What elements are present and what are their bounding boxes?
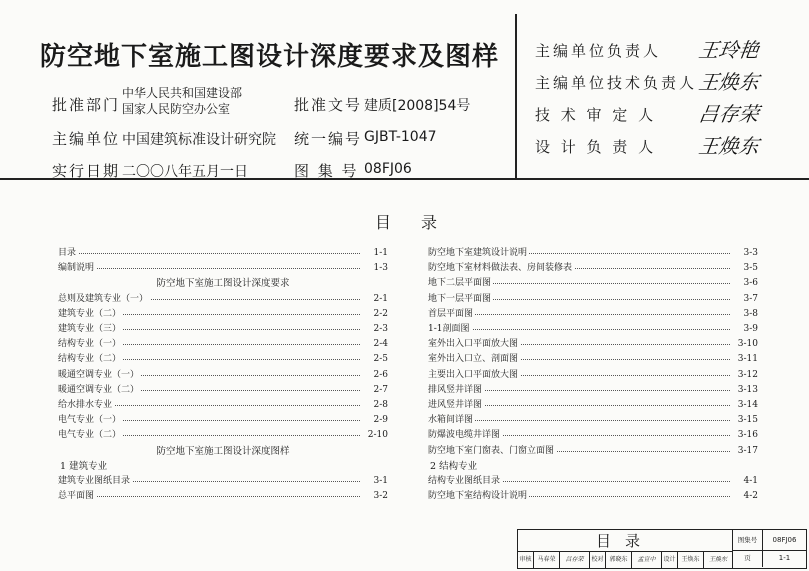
toc-entry-page: 2-5 — [373, 354, 388, 365]
toc-entry — [428, 369, 758, 382]
toc-entry-title: 室外出入口立、剖面图 — [428, 354, 519, 365]
toc-entry-title: 总则及建筑专业（一） — [58, 293, 149, 304]
toc-entry-page: 1-1 — [373, 248, 388, 258]
toc-entry-title: 进风竖井详图 — [428, 400, 483, 410]
section-subhead-samples: 防空地下室施工图设计深度图样 — [156, 445, 290, 457]
effective-date-label: 实行日期 — [52, 162, 121, 180]
toc-entry-page: 2-1 — [373, 293, 388, 304]
dot-leader — [428, 329, 730, 330]
toc-entry-title: 暖通空调专业（一） — [58, 369, 140, 380]
responsibility-block — [519, 14, 809, 180]
toc-entry-title: 电气专业（一） — [58, 415, 122, 426]
design-signature: 王焕东 — [704, 552, 733, 568]
atlas-no-value: 08FJ06 — [364, 161, 412, 177]
toc-entry — [428, 490, 758, 503]
toc-entry — [428, 323, 758, 336]
dot-leader — [58, 253, 360, 254]
toc-entry-title: 室外出入口平面放大图 — [428, 339, 519, 350]
review-label: 审核 — [518, 552, 534, 568]
toc-entry — [58, 369, 388, 382]
toc-entry — [58, 293, 388, 306]
toc-entry-title: 防空地下室门窗表、门窗立面图 — [428, 445, 555, 456]
toc-entry — [428, 445, 758, 458]
section-subhead-requirements: 防空地下室施工图设计深度要求 — [156, 278, 290, 290]
signature-chief-unit: 王玲艳 — [697, 38, 761, 62]
title-block-title: 目录 — [518, 530, 733, 552]
approval-dept-value-2: 国家人民防空办公室 — [122, 102, 231, 116]
toc-entry-title: 给水排水专业 — [58, 400, 113, 410]
atlas-info — [0, 14, 517, 180]
toc-entry-page: 3-6 — [743, 278, 758, 289]
toc-entry-title: 总平面图 — [58, 491, 95, 502]
title-block — [517, 529, 807, 569]
page-value: 1-1 — [778, 554, 791, 562]
toc-entry-title: 首层平面图 — [428, 308, 474, 319]
toc-entry-title: 暖通空调专业（二） — [58, 384, 140, 395]
design-label: 设计 — [662, 552, 678, 568]
toc-entry-page: 2-4 — [373, 339, 388, 350]
dot-leader — [58, 268, 360, 269]
toc-entry — [428, 475, 758, 488]
toc-entry — [428, 277, 758, 290]
chief-unit-value: 中国建筑标准设计研究院 — [122, 132, 276, 148]
toc-entry-title: 建筑专业（三） — [58, 324, 122, 334]
proof-signature: 孟宣中 — [632, 552, 662, 568]
set-no-value: 08FJ06 — [772, 536, 797, 544]
toc-entry-page: 4-1 — [743, 476, 758, 486]
toc-entry — [58, 308, 388, 321]
signature-reviewer: 吕存荣 — [697, 102, 761, 126]
toc-entry-page: 3-14 — [737, 400, 758, 410]
toc-entry — [428, 399, 758, 412]
toc-entry-page: 3-15 — [737, 415, 758, 426]
toc-entry-title: 结构专业图纸目录 — [428, 476, 501, 486]
toc-entry-page: 3-13 — [737, 384, 758, 395]
toc-entry-page: 3-3 — [743, 248, 758, 258]
proof-name: 郭晓东 — [606, 552, 632, 568]
toc-entry-title: 目录 — [58, 248, 77, 258]
toc-entry-title: 水箱间详图 — [428, 415, 474, 426]
unified-no-value: GJBT-1047 — [364, 129, 437, 145]
toc-entry-page: 3-5 — [743, 263, 758, 274]
proof-label: 校对 — [590, 552, 606, 568]
toc-entry — [428, 429, 758, 442]
resp-role-tech-lead: 主编单位技术负责人 — [535, 74, 698, 92]
toc-entry — [428, 262, 758, 275]
toc-entry-page: 2-6 — [373, 369, 388, 380]
section-heading-architecture: 1 建筑专业 — [60, 460, 108, 472]
toc-entry — [428, 308, 758, 321]
toc-entry — [58, 384, 388, 397]
toc-entry-page: 2-8 — [373, 400, 388, 410]
approval-dept-label: 批准部门 — [52, 96, 121, 114]
review-signature: 吕存荣 — [560, 552, 590, 568]
toc-entry-title: 防爆波电缆井详图 — [428, 430, 501, 441]
toc-entry-title: 结构专业（一） — [58, 339, 122, 350]
signature-row — [518, 552, 733, 568]
toc-entry-title: 建筑专业图纸目录 — [58, 476, 131, 486]
toc-entry-page: 3-2 — [373, 491, 388, 502]
toc-entry — [58, 475, 388, 488]
toc-entry — [58, 399, 388, 412]
toc-entry-page: 3-8 — [743, 308, 758, 319]
toc-entry-title: 主要出入口平面放大图 — [428, 369, 519, 380]
unified-no-label: 统一编号 — [294, 130, 363, 148]
toc-title: 目录 — [375, 213, 468, 232]
toc-entry — [58, 262, 388, 275]
review-name: 马春荣 — [534, 552, 560, 568]
toc-entry-title: 电气专业（二） — [58, 430, 122, 441]
design-name: 王焕东 — [678, 552, 704, 568]
toc-entry — [428, 353, 758, 366]
page-label: 页 — [733, 550, 763, 567]
toc-entry-page: 1-3 — [373, 263, 388, 274]
toc-entry — [58, 353, 388, 366]
toc-entry-page: 2-7 — [373, 384, 388, 395]
signature-design-lead: 王焕东 — [697, 134, 761, 158]
toc-entry — [58, 490, 388, 503]
toc-entry-page: 3-11 — [737, 354, 758, 365]
toc-entry-title: 地下一层平面图 — [428, 293, 492, 304]
toc-entry — [428, 247, 758, 260]
toc-entry-page: 3-12 — [737, 369, 758, 380]
atlas-title: 防空地下室施工图设计深度要求及图样 — [40, 42, 500, 72]
toc-entry-page: 3-16 — [737, 430, 758, 441]
approval-no-value: 建质[2008]54号 — [364, 98, 471, 114]
toc-entry — [428, 338, 758, 351]
toc-entry-page: 2-3 — [373, 324, 388, 334]
resp-role-chief-unit: 主编单位负责人 — [535, 42, 662, 60]
atlas-no-label: 图 集 号 — [294, 162, 359, 180]
toc-entry-page: 2-2 — [373, 308, 388, 319]
toc-entry-page: 3-1 — [373, 476, 388, 486]
toc-entry-page: 3-7 — [743, 293, 758, 304]
toc-entry-page: 4-2 — [743, 491, 758, 502]
toc-entry-title: 结构专业（二） — [58, 354, 122, 365]
effective-date-value: 二〇〇八年五月一日 — [122, 164, 248, 180]
toc-entry-page: 2-10 — [367, 430, 388, 441]
resp-role-design-lead: 设 计 负 责 人 — [535, 138, 657, 156]
chief-unit-label: 主编单位 — [52, 130, 121, 148]
toc-entry-title: 编制说明 — [58, 263, 95, 274]
toc-entry — [58, 323, 388, 336]
header-block — [0, 14, 809, 180]
toc-entry-page: 3-17 — [737, 445, 758, 456]
dot-leader — [58, 496, 360, 497]
toc-entry-page: 2-9 — [373, 415, 388, 426]
toc-entry — [58, 429, 388, 442]
toc-entry-title: 排风竖井详图 — [428, 384, 483, 395]
toc-entry-page: 3-10 — [737, 339, 758, 350]
toc-entry — [58, 338, 388, 351]
signature-tech-lead: 王焕东 — [697, 70, 761, 94]
toc-entry — [428, 293, 758, 306]
toc-entry — [58, 247, 388, 260]
toc-entry-title: 建筑专业（二） — [58, 308, 122, 319]
section-heading-structure: 2 结构专业 — [430, 460, 478, 472]
toc-entry-title: 1-1剖面图 — [428, 324, 470, 334]
toc-entry-title: 防空地下室建筑设计说明 — [428, 248, 528, 258]
toc-entry-title: 防空地下室结构设计说明 — [428, 491, 528, 502]
toc-entry-page: 3-9 — [743, 324, 758, 334]
approval-dept-value-1: 中华人民共和国建设部 — [122, 86, 243, 100]
set-no-label: 图集号 — [733, 530, 763, 550]
toc-entry-title: 防空地下室材料做法表、房间装修表 — [428, 263, 573, 274]
toc-entry — [428, 414, 758, 427]
approval-no-label: 批准文号 — [294, 96, 363, 114]
resp-role-reviewer: 技 术 审 定 人 — [535, 106, 657, 124]
toc-entry — [58, 414, 388, 427]
toc-entry-title: 地下二层平面图 — [428, 278, 492, 289]
toc-entry — [428, 384, 758, 397]
